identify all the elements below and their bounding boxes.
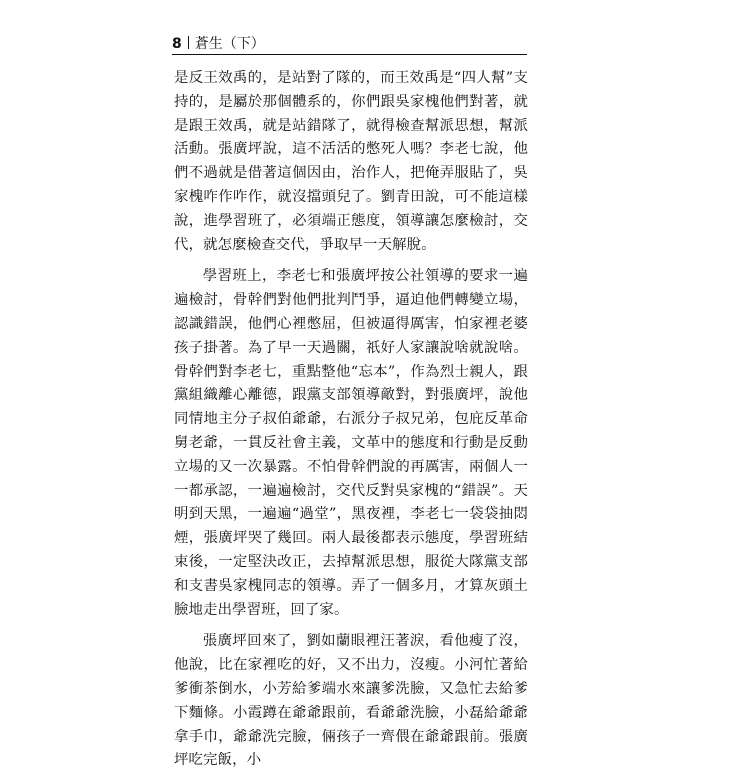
book-title: 蒼生（下） (194, 36, 265, 52)
header-rule (172, 54, 527, 55)
paragraph-1: 是反王效禹的，是站對了隊的，而王效禹是“四人幫”支持的，是屬於那個體系的，你們跟吳家槐他們對著，就是跟王效禹，就是站錯隊了，就得檢查幫派思想，幫派活動。張廣坪說，這不活活的憋死人嗎？李老七說，他們不過就是借著這個因由，治作人，把俺弄服貼了，吳家槐咋作咋作，就沒擋頭兒了。劉青田說，可不能這樣說，進學習班了，必須端正態度，領導讓怎麼檢討，交代，就怎麼檢查交代，爭取早一天解脫。 (174, 70, 528, 253)
page-number: 8 (172, 36, 182, 52)
body-text (174, 67, 528, 773)
running-header (172, 34, 527, 54)
paragraph-2: 學習班上，李老七和張廣坪按公社領導的要求一遍遍檢討，骨幹們對他們批判鬥爭，逼迫他們轉變立場，認識錯誤，他們心裡憋屈，但被逼得厲害，怕家裡老婆孩子掛著。為了早一天過關，祇好人家讓說啥就說啥。骨幹們對李老七，重點整他“忘本”，作為烈士親人，跟黨組織離心離德，跟黨支部領導敵對，對張廣坪，說他同情地主分子叔伯爺爺，右派分子叔兄弟，包庇反革命舅老爺，一貫反社會主義，文革中的態度和行動是反動立場的又一次暴露。不怕骨幹們說的再厲害，兩個人一一都承認，一遍遍檢討，交代反對吳家槐的“錯誤”。天明到天黑，一遍遍“過堂”，黑夜裡，李老七一袋袋抽悶煙，張廣坪哭了幾回。兩人最後都表示態度，學習班結束後，一定堅決改正，去掉幫派思想，服從大隊黨支部和支書吳家槐同志的領導。弄了一個多月，才算灰頭土臉地走出學習班，回了家。 (174, 268, 528, 618)
header-separator (188, 36, 189, 49)
paragraph-3: 張廣坪回來了，劉如蘭眼裡汪著淚，看他瘦了沒，他說，比在家裡吃的好，又不出力，沒瘦。小河忙著給爹衝茶倒水，小芳給爹端水來讓爹洗臉，又急忙去給爹下麵條。小霞蹲在爺爺跟前，看爺爺洗臉，小磊給爺爺拿手巾，爺爺洗完臉，倆孩子一齊偎在爺爺跟前。張廣坪吃完飯，小 (174, 633, 528, 769)
